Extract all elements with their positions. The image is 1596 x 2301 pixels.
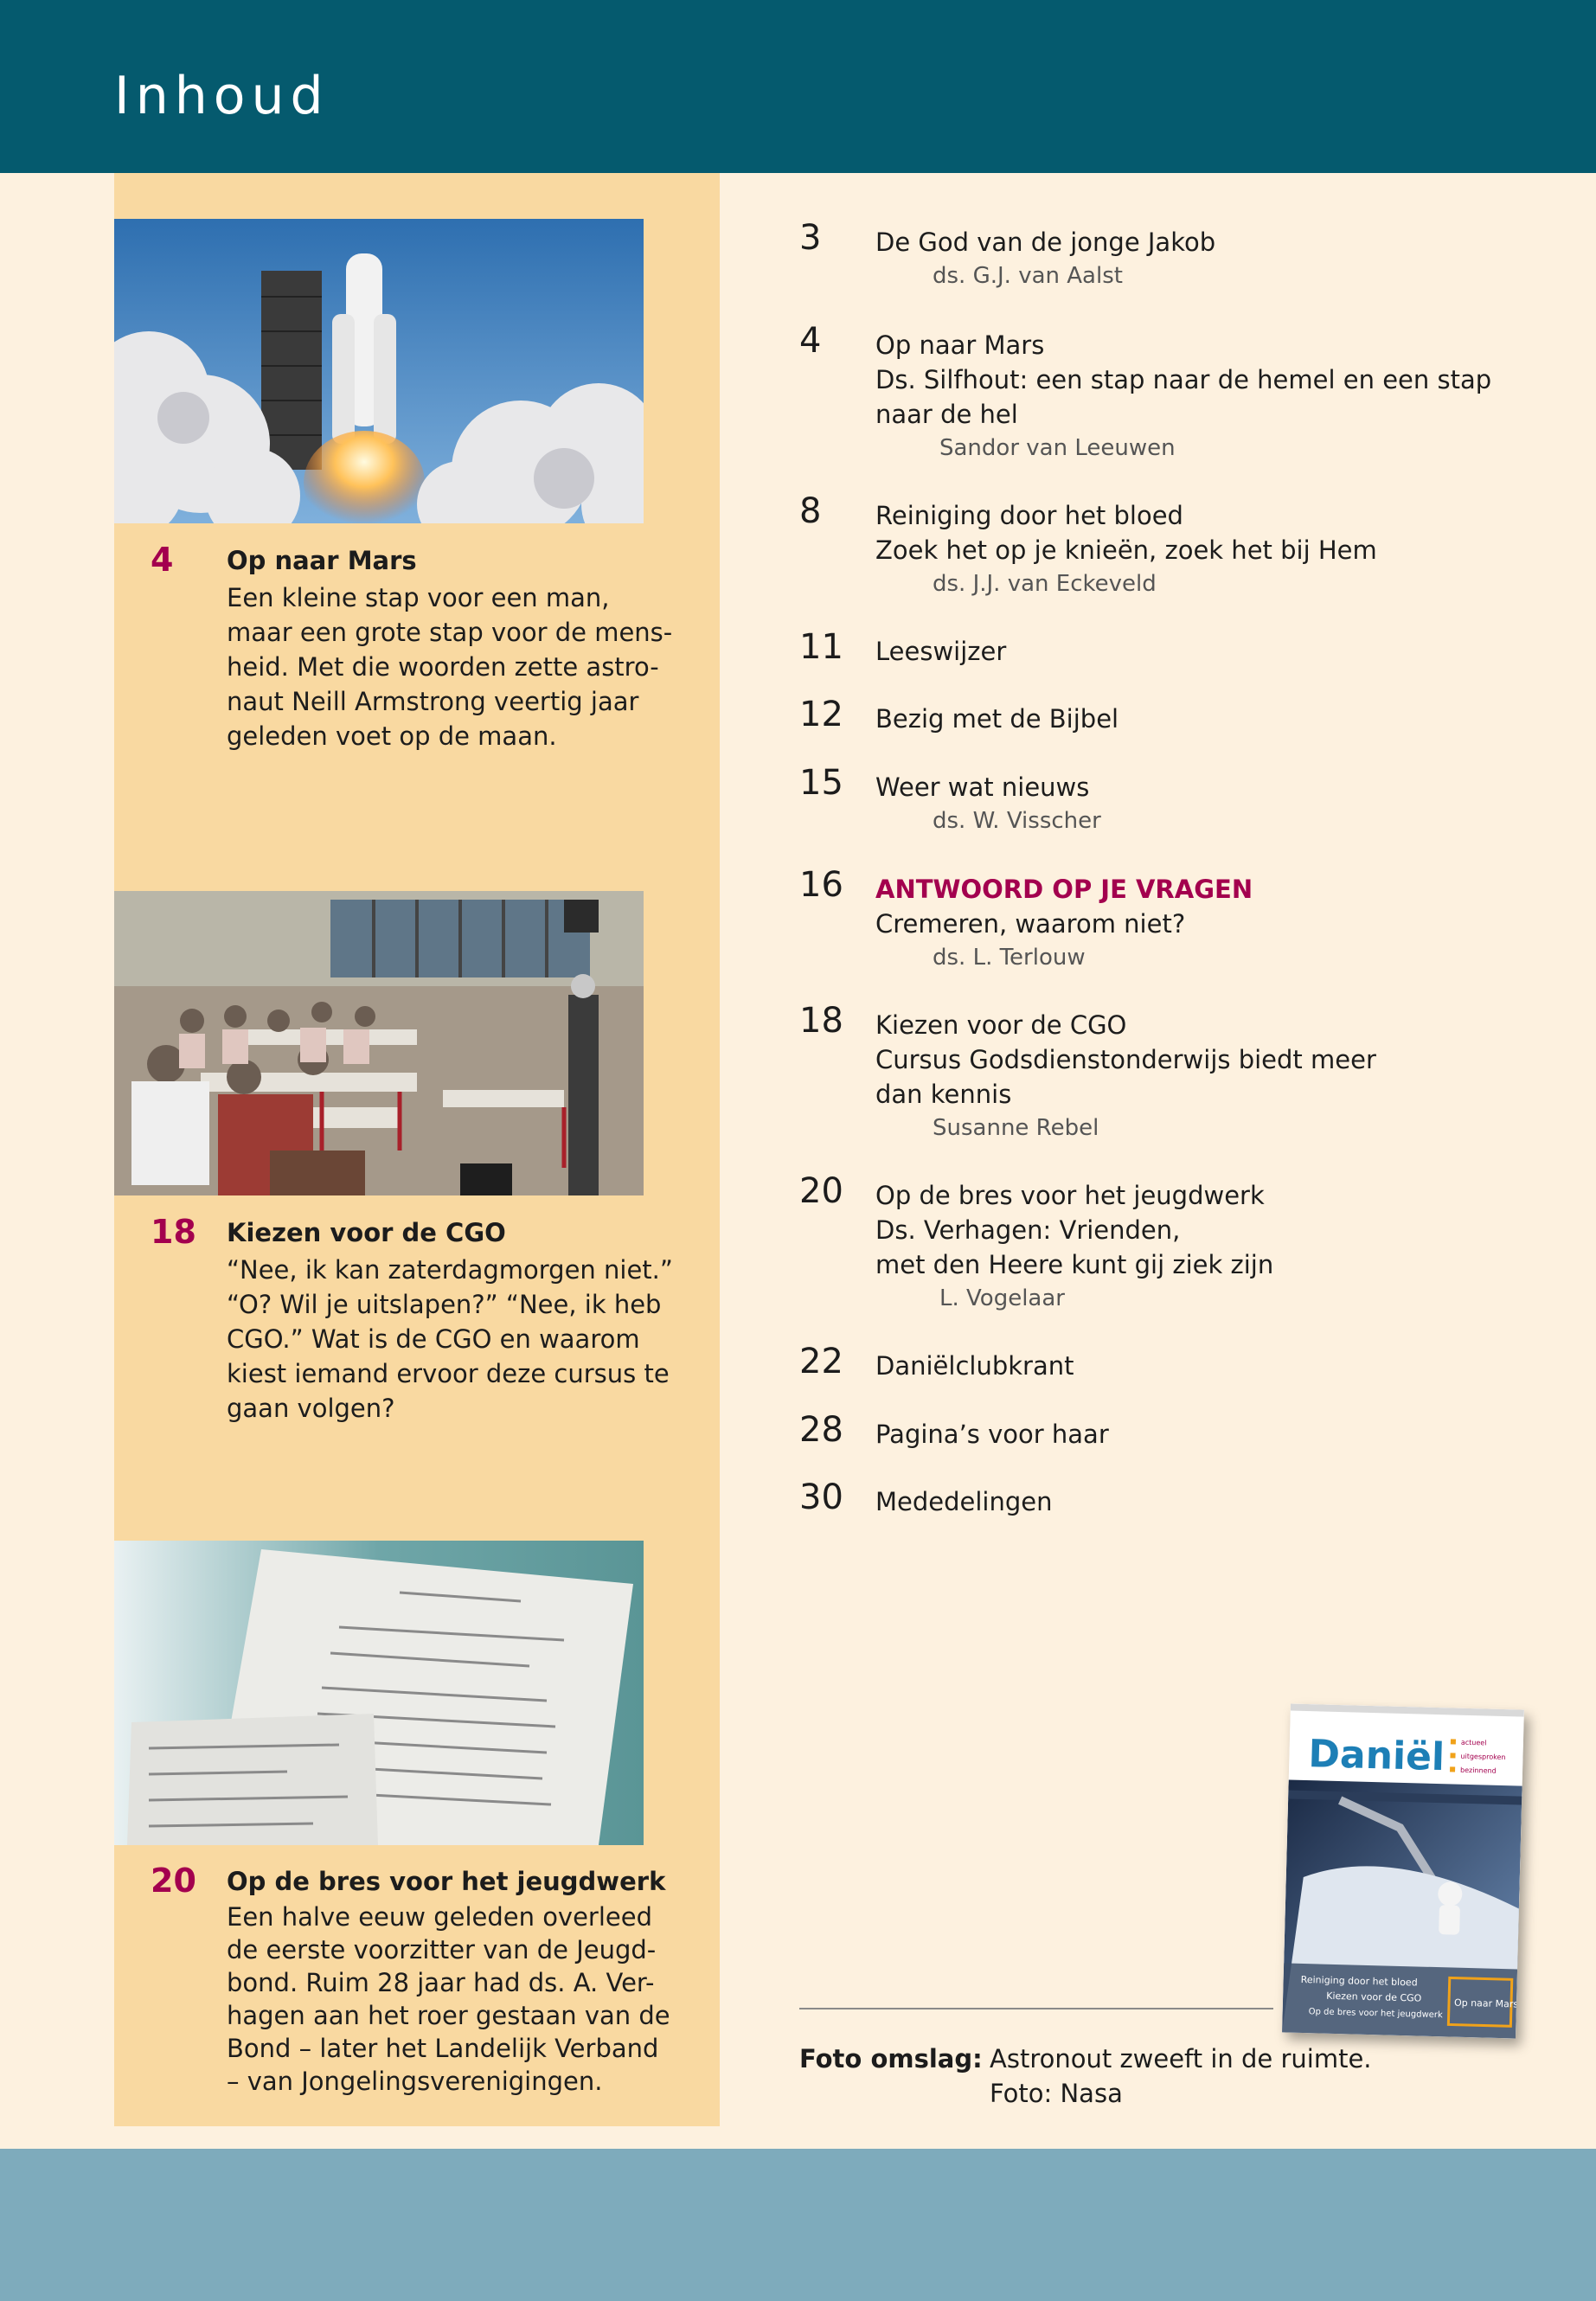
toc-page-number: 20	[799, 1171, 843, 1211]
toc-page-number: 12	[799, 695, 843, 734]
cover-headline: Kiezen voor de CGO	[1326, 1990, 1422, 2004]
toc-title: Cremeren, waarom niet?	[875, 909, 1186, 939]
feature-text-line: naut Neill Armstrong veertig jaar	[227, 687, 639, 716]
feature-text-line: kiest iemand ervoor deze cursus te	[227, 1359, 670, 1388]
toc-page-number: 22	[799, 1342, 843, 1381]
feature-text-line: – van Jongelingsverenigingen.	[227, 2067, 603, 2096]
toc-subtitle: Zoek het op je knieën, zoek het bij Hem	[875, 535, 1377, 565]
feature-title: Op naar Mars	[227, 546, 417, 575]
toc-subtitle: Cursus Godsdienstonderwijs biedt meer	[875, 1045, 1376, 1074]
feature-text-line: geleden voet op de maan.	[227, 721, 557, 751]
feature-text-line: Een kleine stap voor een man,	[227, 583, 610, 612]
cover-tagline: actueel	[1460, 1738, 1487, 1747]
toc-page-number: 15	[799, 763, 843, 803]
toc-subtitle: met den Heere kunt gij ziek zijn	[875, 1250, 1274, 1279]
feature-text-line: Een halve eeuw geleden overleed	[227, 1902, 653, 1932]
page-title: Inhoud	[114, 66, 330, 126]
toc-page-number: 8	[799, 491, 822, 531]
toc-author: ds. L. Terlouw	[933, 945, 1086, 971]
feature-page-number: 20	[151, 1862, 196, 1900]
toc-author: Sandor van Leeuwen	[939, 435, 1176, 461]
feature-text-line: Bond – later het Landelijk Verband	[227, 2034, 659, 2063]
toc-title: Leeswijzer	[875, 637, 1007, 666]
toc-title: Daniëlclubkrant	[875, 1351, 1074, 1381]
cover-headline: Reiniging door het bloed	[1300, 1973, 1418, 1989]
feature-text-line: “Nee, ik kan zaterdagmorgen niet.”	[227, 1255, 673, 1285]
toc-title: Kiezen voor de CGO	[875, 1010, 1127, 1040]
toc-subtitle: dan kennis	[875, 1080, 1012, 1109]
toc-title: Mededelingen	[875, 1487, 1053, 1516]
toc-author: ds. G.J. van Aalst	[933, 263, 1123, 289]
toc-title: De God van de jonge Jakob	[875, 228, 1216, 257]
toc-page-number: 11	[799, 627, 843, 667]
cover-feature: Op naar Mars	[1453, 1997, 1519, 2010]
feature-title: Op de bres voor het jeugdwerk	[227, 1867, 666, 1896]
cover-tagline: bezinnend	[1459, 1766, 1497, 1775]
toc-title: Reiniging door het bloed	[875, 501, 1183, 530]
toc-author: Susanne Rebel	[933, 1115, 1099, 1141]
divider	[799, 2008, 1273, 2009]
toc-page-number: 16	[799, 865, 843, 905]
magazine-cover	[1282, 1704, 1524, 2039]
page-header	[0, 0, 1596, 173]
toc-author: ds. W. Visscher	[933, 808, 1101, 834]
feature-text-line: bond. Ruim 28 jaar had ds. A. Ver-	[227, 1968, 655, 1997]
feature-text-line: CGO.” Wat is de CGO en waarom	[227, 1324, 640, 1354]
feature-text-line: de eerste voorzitter van de Jeugd-	[227, 1935, 657, 1965]
feature-page-number: 18	[151, 1213, 196, 1251]
toc-title: Op de bres voor het jeugdwerk	[875, 1181, 1265, 1210]
feature-page-number: 4	[151, 541, 174, 579]
toc-title: Weer wat nieuws	[875, 772, 1090, 802]
toc-page-number: 30	[799, 1477, 843, 1517]
toc-page-number: 4	[799, 321, 822, 361]
toc-subtitle: Ds. Verhagen: Vrienden,	[875, 1215, 1181, 1245]
feature-title: Kiezen voor de CGO	[227, 1218, 506, 1247]
cover-headline: Op de bres voor het jeugdwerk	[1308, 2007, 1443, 2021]
toc-author: ds. J.J. van Eckeveld	[933, 571, 1157, 597]
toc-title: Pagina’s voor haar	[875, 1420, 1109, 1449]
photo-credit-label: Foto omslag:	[799, 2044, 983, 2073]
feature-text-line: “O? Wil je uitslapen?” “Nee, ik heb	[227, 1290, 662, 1319]
photo-credit-source: Foto: Nasa	[990, 2079, 1123, 2108]
classroom-photo	[114, 891, 644, 1195]
toc-title: Bezig met de Bijbel	[875, 704, 1119, 734]
documents-photo	[114, 1541, 644, 1845]
cover-title: Daniël	[1307, 1732, 1445, 1780]
feature-text-line: gaan volgen?	[227, 1394, 395, 1423]
toc-kicker: ANTWOORD OP JE VRAGEN	[875, 875, 1253, 904]
toc-title: Op naar Mars	[875, 330, 1045, 360]
page-footer	[0, 2149, 1596, 2301]
photo-credit-caption: Astronout zweeft in de ruimte.	[990, 2044, 1372, 2073]
toc-page-number: 28	[799, 1410, 843, 1450]
toc-page-number: 18	[799, 1001, 843, 1041]
feature-text-line: hagen aan het roer gestaan van de	[227, 2001, 670, 2030]
shuttle-launch-photo	[114, 219, 644, 523]
toc-subtitle: naar de hel	[875, 400, 1018, 429]
toc-subtitle: Ds. Silfhout: een stap naar de hemel en een stap	[875, 365, 1492, 394]
toc-author: L. Vogelaar	[939, 1285, 1065, 1311]
feature-text-line: maar een grote stap voor de mens-	[227, 618, 673, 647]
feature-text-line: heid. Met die woorden zette astro-	[227, 652, 659, 682]
cover-tagline: uitgesproken	[1460, 1752, 1506, 1762]
toc-page-number: 3	[799, 218, 822, 258]
